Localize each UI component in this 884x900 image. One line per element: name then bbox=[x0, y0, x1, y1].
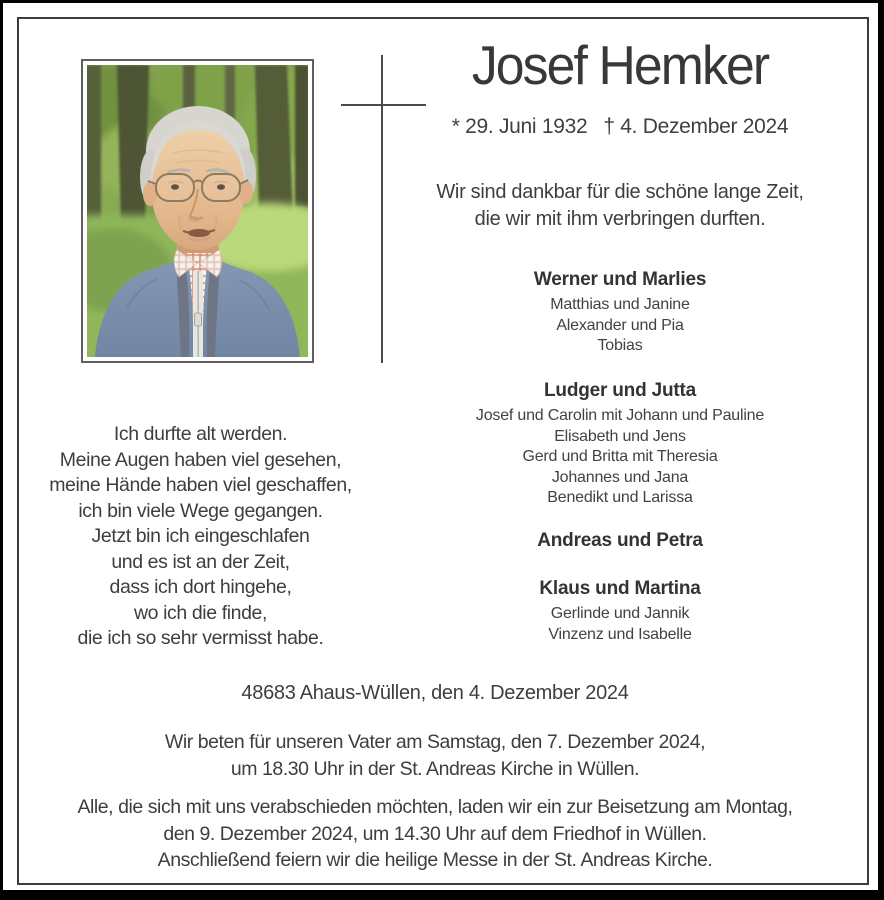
family-group-werner bbox=[370, 268, 870, 357]
family-group-ludger bbox=[370, 379, 870, 509]
prayer-line: Wir beten für unseren Vater am Samstag, den 7. Dezember 2024, bbox=[164, 731, 706, 753]
poem-line: und es ist an der Zeit, bbox=[111, 550, 290, 573]
poem-line: meine Hände haben viel geschaffen, bbox=[49, 474, 352, 496]
family-member: Gerlinde und Jannik bbox=[550, 605, 690, 622]
prayer-announcement bbox=[15, 729, 855, 783]
family-member: Matthias und Janine bbox=[550, 296, 690, 313]
death-date: † 4. Dezember 2024 bbox=[603, 115, 789, 138]
family-member: Gerd und Britta mit Theresia bbox=[522, 448, 718, 465]
poem-line: wo ich die finde, bbox=[133, 601, 268, 624]
poem-line: Jetzt bin ich eingeschlafen bbox=[91, 525, 310, 547]
funeral-line: Anschließend feiern wir die heilige Messe in der St. Andreas Kirche. bbox=[157, 849, 713, 871]
family-group-klaus bbox=[370, 577, 870, 645]
family-group-head: Klaus und Martina bbox=[539, 578, 701, 599]
family-group-head: Andreas und Petra bbox=[537, 530, 703, 551]
life-dates bbox=[350, 115, 878, 139]
city-date-line: 48683 Ahaus-Wüllen, den 4. Dezember 2024 bbox=[241, 682, 629, 704]
family-member: Alexander und Pia bbox=[556, 316, 684, 334]
family-group-andreas bbox=[370, 529, 870, 556]
family-member: Elisabeth und Jens bbox=[554, 427, 686, 445]
gratitude-line: die wir mit ihm verbringen durften. bbox=[474, 208, 766, 230]
funeral-line: Alle, die sich mit uns verabschieden möchten, laden wir ein zur Beisetzung am Montag, bbox=[77, 796, 793, 818]
family-group-head: Ludger und Jutta bbox=[544, 380, 696, 401]
poem-line: ich bin viele Wege gegangen. bbox=[78, 499, 323, 522]
family-member: Johannes und Jana bbox=[551, 468, 689, 486]
poem-line: Ich durfte alt werden. bbox=[113, 423, 288, 445]
family-member: Tobias bbox=[597, 337, 643, 354]
memorial-poem bbox=[23, 422, 378, 652]
gratitude-line: Wir sind dankbar für die schöne lange Zeit, bbox=[436, 181, 804, 203]
birth-date: * 29. Juni 1932 bbox=[451, 115, 588, 138]
poem-line: dass ich dort hingehe, bbox=[109, 576, 292, 598]
portrait-photo-frame bbox=[81, 59, 314, 363]
funeral-line: den 9. Dezember 2024, um 14.30 Uhr auf dem Friedhof in Wüllen. bbox=[163, 822, 707, 845]
family-member: Josef und Carolin mit Johann und Pauline bbox=[475, 407, 765, 424]
deceased-name: Josef Hemker bbox=[471, 34, 769, 96]
family-member: Benedikt und Larissa bbox=[547, 489, 693, 506]
gratitude-text bbox=[370, 179, 870, 233]
funeral-announcement bbox=[15, 794, 855, 874]
prayer-line: um 18.30 Uhr in der St. Andreas Kirche in Wüllen. bbox=[230, 758, 640, 780]
memorial-cross-icon bbox=[341, 104, 426, 106]
family-group-head: Werner und Marlies bbox=[533, 269, 707, 290]
portrait-photo bbox=[87, 65, 308, 357]
poem-line: Meine Augen haben viel gesehen, bbox=[59, 448, 342, 471]
poem-line: die ich so sehr vermisst habe. bbox=[77, 627, 324, 649]
family-member: Vinzenz und Isabelle bbox=[548, 625, 692, 643]
obituary-paper bbox=[3, 3, 878, 890]
